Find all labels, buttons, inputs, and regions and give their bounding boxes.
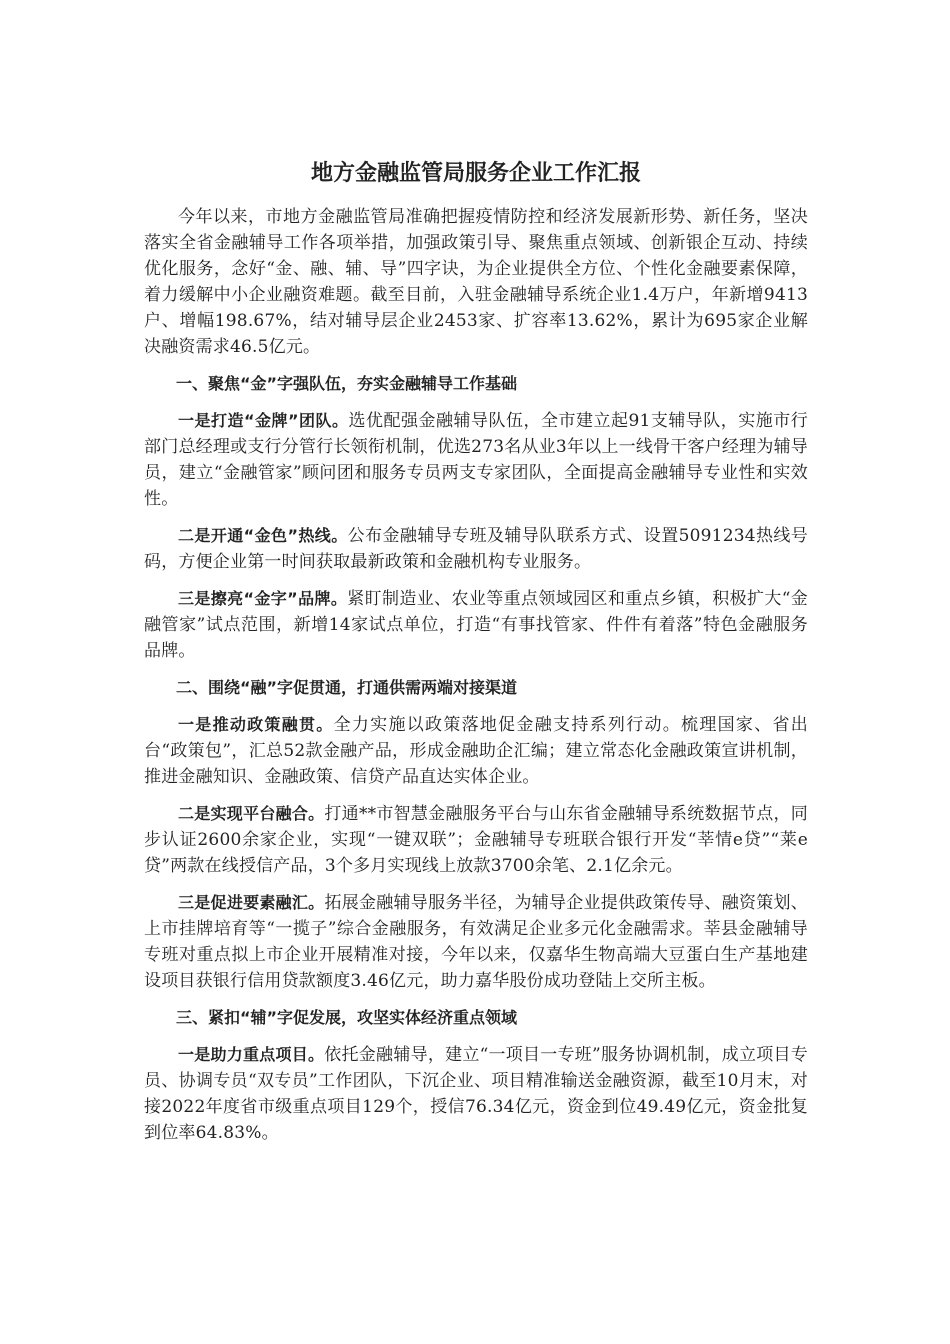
- item-lead: 二是开通“金色”热线。: [178, 526, 348, 545]
- section-2-item-1: [144, 712, 808, 790]
- item-lead: 三是擦亮“金字”品牌。: [178, 589, 348, 608]
- section-1-item-1: [144, 408, 808, 512]
- section-heading-3: 三、紧扣“辅”字促发展，攻坚实体经济重点领域: [176, 1008, 518, 1027]
- item-text: 紧盯制造业、农业等重点领域园区和重点乡镇，积极扩大“金融管家”试点范围，新增14家试点单位，打造“有事找管家、件件有着落”特色金融服务品牌。: [144, 589, 808, 661]
- item-text: 依托金融辅导，建立“一项目一专班”服务协调机制，成立项目专员、协调专员“双专员”工作团队，下沉企业、项目精准输送金融资源，截至10月末，对接2022年度省市级重点项目129个，授信76.34亿元，资金到位49.49亿元，资金批复到位率64.83%。: [144, 1045, 808, 1143]
- section-2-item-3: [144, 890, 808, 994]
- section-heading-1: 一、聚焦“金”字强队伍，夯实金融辅导工作基础: [176, 374, 518, 393]
- item-lead: 一是打造“金牌”团队。: [178, 411, 349, 430]
- section-3-item-1: [144, 1042, 808, 1146]
- item-text: 拓展金融辅导服务半径，为辅导企业提供政策传导、融资策划、上市挂牌培育等“一揽子”综合金融服务，有效满足企业多元化金融需求。莘县金融辅导专班对重点拟上市企业开展精准对接，今年以来，仅嘉华生物高端大豆蛋白生产基地建设项目获银行信用贷款额度3.46亿元，助力嘉华股份成功登陆上交所主板。: [144, 893, 808, 991]
- document-body: [144, 150, 808, 1157]
- item-text: 选优配强金融辅导队伍，全市建立起91支辅导队，实施市行部门总经理或支行分管行长领衔机制，优选273名从业3年以上一线骨干客户经理为辅导员，建立“金融管家”顾问团和服务专员两支专家团队，全面提高金融辅导专业性和实效性。: [144, 411, 809, 509]
- item-lead: 三是促进要素融汇。: [178, 893, 325, 912]
- document-title: 地方金融监管局服务企业工作汇报: [310, 161, 641, 186]
- item-text: 公布金融辅导专班及辅导队联系方式、设置5091234热线号码，方便企业第一时间获取最新政策和金融机构专业服务。: [144, 526, 808, 572]
- section-1-item-3: [144, 586, 808, 664]
- intro-paragraph: 今年以来，市地方金融监管局准确把握疫情防控和经济发展新形势、新任务，坚决落实全省金融辅导工作各项举措，加强政策引导、聚焦重点领域、创新银企互动、持续优化服务，念好“金、融、辅、导”四字诀，为企业提供全方位、个性化金融要素保障，着力缓解中小企业融资难题。截至目前，入驻金融辅导系统企业1.4万户，年新增9413户、增幅198.67%，结对辅导层企业2453家、扩容率13.62%，累计为695家企业解决融资需求46.5亿元。: [144, 207, 808, 357]
- item-text: 打通**市智慧金融服务平台与山东省金融辅导系统数据节点，同步认证2600余家企业，实现“一键双联”；金融辅导专班联合银行开发“莘情e贷”“莱e贷”两款在线授信产品，3个多月实现线上放款3700余笔、2.1亿余元。: [144, 804, 808, 876]
- item-lead: 一是推动政策融贯。: [178, 715, 334, 734]
- item-text: 全力实施以政策落地促金融支持系列行动。梳理国家、省出台“政策包”，汇总52款金融产品，形成金融助企汇编；建立常态化金融政策宣讲机制，推进金融知识、金融政策、信贷产品直达实体企业。: [144, 715, 808, 787]
- item-lead: 二是实现平台融合。: [178, 804, 325, 823]
- section-heading-2: 二、围绕“融”字促贯通，打通供需两端对接渠道: [176, 678, 518, 697]
- section-2-item-2: [144, 801, 808, 879]
- item-lead: 一是助力重点项目。: [178, 1045, 325, 1064]
- section-1-item-2: [144, 523, 808, 575]
